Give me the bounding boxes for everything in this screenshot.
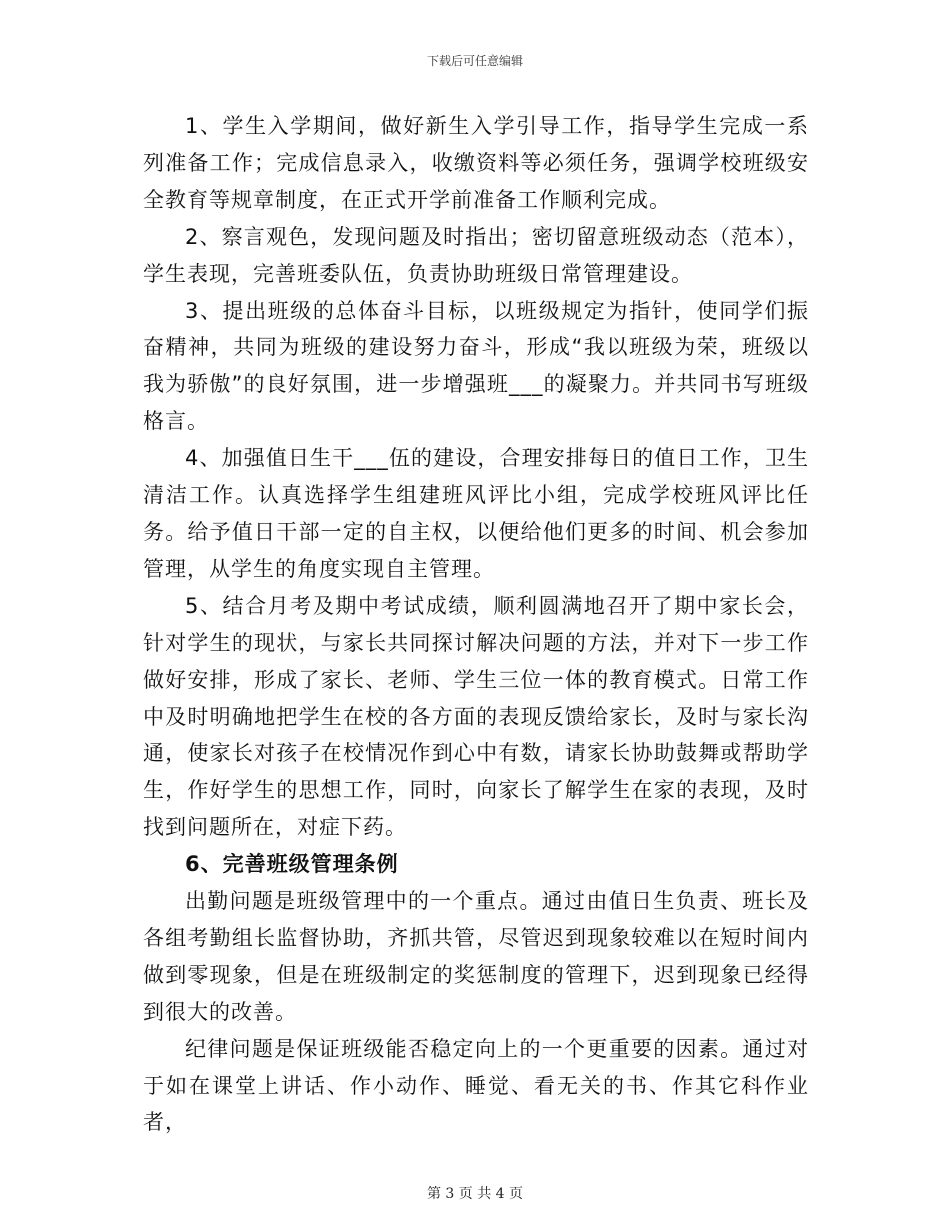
paragraph-1: 1、学生入学期间，做好新生入学引导工作，指导学生完成一系列准备工作；完成信息录入，收缴资料等必须任务，强调学校班级安全教育等规章制度，在正式开学前准备工作顺利完成。 [143,114,809,212]
paragraph-4: 4、加强值日生干___伍的建设，合理安排每日的值日工作，卫生清洁工作。认真选择学生组建班风评比小组，完成学校班风评比任务。给予值日干部一定的自主权，以便给他们更多的时间、机会参加管理，从学生的角度实现自主管理。 [143,446,809,581]
section-heading-6: 6、完善班级管理条例 [185,852,399,877]
document-body [143,108,809,1141]
paragraph-6: 出勤问题是班级管理中的一个重点。通过由值日生负责、班长及各组考勤组长监督协助，齐抓共管，尽管迟到现象较难以在短时间内做到零现象，但是在班级制定的奖惩制度的管理下，迟到现象已经得到很大的改善。 [143,889,809,1024]
header-note: 下载后可任意编辑 [426,54,523,68]
paragraph-3: 3、提出班级的总体奋斗目标，以班级规定为指针，使同学们振奋精神，共同为班级的建设努力奋斗，形成“我以班级为荣，班级以我为骄傲”的良好氛围，进一步增强班___的凝聚力。并共同书写班级格言。 [143,298,809,434]
paragraph-5: 5、结合月考及期中考试成绩，顺利圆满地召开了期中家长会，针对学生的现状，与家长共同探讨解决问题的方法，并对下一步工作做好安排，形成了家长、老师、学生三位一体的教育模式。日常工作中及时明确地把学生在校的各方面的表现反馈给家长，及时与家长沟通，使家长对孩子在校情况作到心中有数，请家长协助鼓舞或帮助学生，作好学生的思想工作，同时，向家长了解学生在家的表现，及时找到问题所在，对症下药。 [143,593,809,840]
paragraph-2: 2、察言观色，发现问题及时指出；密切留意班级动态（范本），学生表现，完善班委队伍，负责协助班级日常管理建设。 [143,224,809,286]
page-number: 第 3 页 共 4 页 [426,1186,524,1202]
paragraph-7: 纪律问题是保证班级能否稳定向上的一个更重要的因素。通过对于如在课堂上讲话、作小动作、睡觉、看无关的书、作其它科作业者， [143,1036,809,1135]
